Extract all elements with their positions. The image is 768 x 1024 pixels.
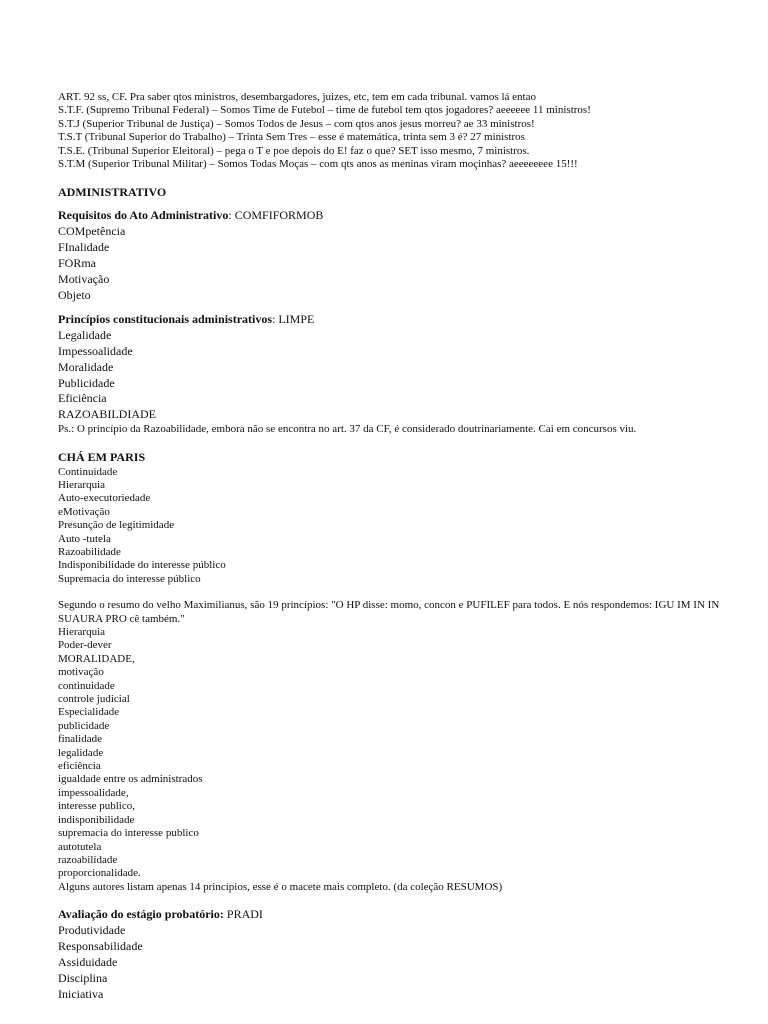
list-item: Auto -tutela (58, 532, 111, 545)
list-item: Eficiência (58, 391, 107, 406)
list-item: Publicidade (58, 375, 115, 390)
text-line: T.S.T (Tribunal Superior do Trabalho) – Trinta Sem Tres – esse é matemática, trinta sem 3 é? 27 ministros (58, 131, 525, 144)
requisitos-value: : COMFIFORMOB (228, 208, 324, 223)
list-item: Auto-executoriedade (58, 492, 151, 505)
list-item: Especialidade (58, 706, 120, 719)
cha-em-paris-section (58, 450, 728, 587)
cha-em-paris-heading: CHÁ EM PARIS (58, 449, 146, 464)
document-body (58, 91, 728, 1003)
text-line: S.T.J (Superior Tribunal de Justiça) – Somos Todos de Jesus – com qtos anos jesus morreu? ae 33 ministros! (58, 117, 535, 130)
list-item: Moralidade (58, 359, 114, 374)
list-item: eMotivação (58, 505, 110, 518)
requisitos-heading (58, 208, 728, 224)
list-item: RAZOABILDIADE (58, 407, 156, 422)
list-item: Indisponibilidade do interesse público (58, 559, 226, 572)
list-item: Continuidade (58, 465, 118, 478)
list-item: Impessoalidade (58, 343, 133, 358)
list-item: Motivação (58, 272, 110, 287)
principios-label: Princípios constitucionais administrativos (58, 311, 273, 326)
list-item: finalidade (58, 733, 102, 746)
list-item: Presunção de legitimidade (58, 519, 175, 532)
list-item: Razoabilidade (58, 545, 121, 558)
list-item: impessoalidade, (58, 786, 129, 799)
list-item: igualdade entre os administrados (58, 773, 203, 786)
text-line: T.S.E. (Tribunal Superior Eleitoral) – pega o T e poe depois do E! faz o que? SET isso mesmo, 7 ministros. (58, 144, 530, 157)
list-item: interesse publico, (58, 800, 135, 813)
principios-note: Ps.: O princípio da Razoabilidade, embora não se encontra no art. 37 da CF, é considerado doutrinariamente. Cai em concursos viu. (58, 423, 637, 436)
list-item: Legalidade (58, 327, 112, 342)
list-item: legalidade (58, 746, 104, 759)
text-line: S.T.F. (Supremo Tribunal Federal) – Somos Time de Futebol – time de futebol tem qtos jogadores? aeeeeee 11 ministros! (58, 104, 591, 117)
list-item: Disciplina (58, 970, 108, 985)
list-item: FORma (58, 256, 97, 271)
list-item: Hierarquia (58, 626, 106, 638)
list-item: indisponibilidade (58, 813, 135, 826)
text-line: S.T.M (Superior Tribunal Militar) – Somos Todas Moças – com qts anos as meninas viram moçinhas? aeeeeeeee 15!!! (58, 158, 578, 171)
list-item: motivação (58, 666, 104, 679)
avaliacao-heading (58, 907, 728, 923)
list-item: autotutela (58, 840, 102, 853)
list-item: publicidade (58, 719, 110, 732)
list-item: Hierarquia (58, 478, 106, 491)
tribunais-section (58, 91, 728, 171)
section-heading-administrativo: ADMINISTRATIVO (58, 185, 167, 200)
list-item: eficiência (58, 760, 101, 773)
list-item: controle judicial (58, 693, 130, 706)
list-item: Objeto (58, 287, 91, 302)
list-item: Iniciativa (58, 986, 104, 1001)
maximilianus-note: Alguns autores listam apenas 14 princípios, esse é o macete mais completo. (da coleção RESUMOS) (58, 880, 503, 893)
list-item: Supremacia do interesse público (58, 572, 201, 585)
text-line: ART. 92 ss, CF. Pra saber qtos ministros, desembargadores, juizes, etc, tem em cada tribunal. vamos lá entao (58, 91, 536, 103)
list-item: FInalidade (58, 240, 110, 255)
list-item: continuidade (58, 679, 115, 692)
list-item: MORALIDADE, (58, 652, 135, 665)
requisitos-label: Requisitos do Ato Administrativo (58, 208, 229, 223)
principios-section (58, 312, 728, 437)
maximilianus-section (58, 599, 728, 894)
list-item: supremacia do interesse publico (58, 827, 199, 840)
avaliacao-value: PRADI (223, 907, 263, 922)
principios-heading (58, 312, 728, 328)
list-item: COMpetência (58, 224, 126, 239)
avaliacao-section (58, 907, 728, 1002)
list-item: Assiduidade (58, 954, 118, 969)
list-item: Responsabilidade (58, 938, 143, 953)
list-item: proporcionalidade. (58, 867, 141, 880)
list-item: Poder-dever (58, 639, 112, 652)
principios-value: : LIMPE (272, 311, 315, 326)
list-item: Produtividade (58, 923, 126, 938)
requisitos-section (58, 208, 728, 303)
list-item: razoabilidade (58, 853, 118, 866)
avaliacao-label: Avaliação do estágio probatório: (58, 907, 224, 922)
maximilianus-intro: Segundo o resumo do velho Maximilianus, são 19 princípios: "O HP disse: momo, concon e PUFILEF para todos. E nós respondemos: IGU IM IN IN SUAURA PRO cê também." (58, 599, 720, 625)
